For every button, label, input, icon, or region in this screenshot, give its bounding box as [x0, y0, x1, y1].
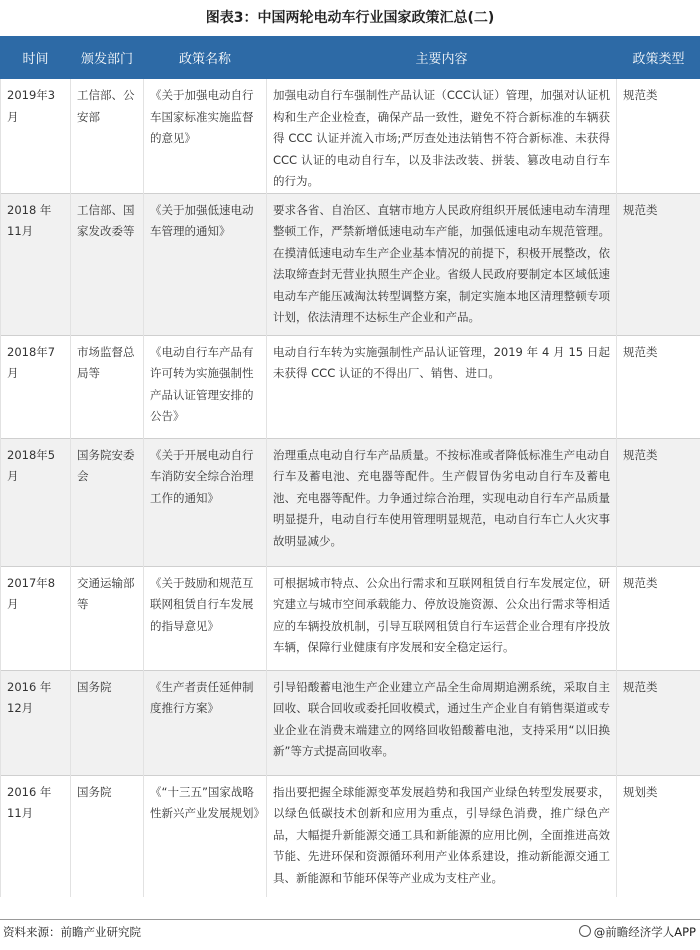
table-row — [1, 775, 700, 897]
table-row — [1, 438, 700, 566]
cell-policy-type: 规范类 — [617, 438, 700, 566]
cell-time: 2017年8月 — [1, 566, 71, 670]
table-row — [1, 193, 700, 335]
cell-content: 引导铅酸蓄电池生产企业建立产品全生命周期追溯系统，采取自主回收、联合回收或委托回收模式，通过生产企业自有销售渠道或专业企业在消费末端建立的网络回收铅酸蓄电池，支持采用“以旧换新”等方式提高回收率。 — [267, 670, 617, 775]
cell-policy-name: 《关于开展电动自行车消防安全综合治理工作的通知》 — [144, 438, 267, 566]
cell-policy-name: 《关于加强电动自行车国家标准实施监督的意见》 — [144, 79, 267, 194]
cell-policy-type: 规范类 — [617, 670, 700, 775]
policy-table — [0, 36, 700, 897]
cell-time: 2018年5月 — [1, 438, 71, 566]
cell-policy-type: 规范类 — [617, 193, 700, 335]
cell-department: 国务院 — [71, 775, 144, 897]
cell-department: 国务院 — [71, 670, 144, 775]
cell-department: 交通运输部等 — [71, 566, 144, 670]
cell-policy-name: 《电动自行车产品有许可转为实施强制性产品认证管理安排的公告》 — [144, 335, 267, 438]
brand-credit — [579, 921, 696, 943]
cell-policy-type: 规范类 — [617, 566, 700, 670]
cell-department: 国务院安委会 — [71, 438, 144, 566]
cell-policy-type: 规范类 — [617, 79, 700, 194]
header-policy-name: 政策名称 — [144, 37, 267, 79]
header-policy-type: 政策类型 — [617, 37, 700, 79]
table-row — [1, 566, 700, 670]
cell-time: 2018 年 11月 — [1, 193, 71, 335]
cell-content: 指出要把握全球能源变革发展趋势和我国产业绿色转型发展要求，以绿色低碳技术创新和应用为重点，引导绿色消费，推广绿色产品，大幅提升新能源交通工具和新能源的应用比例，全面推进高效节能、先进环保和资源循环利用产业体系建设，推动新能源交通工具、新能源和节能环保等产业成为支柱产业。 — [267, 775, 617, 897]
chart-title: 图表3：中国两轮电动车行业国家政策汇总(二) — [205, 10, 495, 26]
brand-credit-text: @前瞻经济学人APP — [593, 925, 696, 939]
header-department: 颁发部门 — [71, 37, 144, 79]
cell-content: 治理重点电动自行车产品质量。不按标准或者降低标准生产电动自行车及蓄电池、充电器等配件。生产假冒伪劣电动自行车及蓄电池、充电器等配件。力争通过综合治理，实现电动自行车产品质量明显提升，电动自行车使用管理明显规范，电动自行车亡人火灾事故明显减少。 — [267, 438, 617, 566]
header-time: 时间 — [1, 37, 71, 79]
table-row — [1, 670, 700, 775]
table-row — [1, 79, 700, 194]
cell-department: 市场监督总局等 — [71, 335, 144, 438]
cell-content: 电动自行车转为实施强制性产品认证管理，2019 年 4 月 15 日起未获得 CCC 认证的不得出厂、销售、进口。 — [267, 335, 617, 438]
cell-policy-name: 《“十三五”国家战略性新兴产业发展规划》 — [144, 775, 267, 897]
cell-time: 2018年7月 — [1, 335, 71, 438]
table-row — [1, 335, 700, 438]
cell-policy-name: 《关于鼓励和规范互联网租赁自行车发展的指导意见》 — [144, 566, 267, 670]
cell-content: 要求各省、自治区、直辖市地方人民政府组织开展低速电动车清理整顿工作，严禁新增低速电动车产能，加强低速电动车规范管理。在摸清低速电动车生产企业基本情况的前提下，积极开展整改，依法取缔查封无营业执照生产企业。省级人民政府要制定本区域低速电动车产能压减淘汰转型调整方案，制定实施本地区清理整顿专项计划，依法清理不达标生产企业和产品。 — [267, 193, 617, 335]
cell-department: 工信部、国家发改委等 — [71, 193, 144, 335]
cell-time: 2016 年 12月 — [1, 670, 71, 775]
cell-policy-type: 规范类 — [617, 335, 700, 438]
header-content: 主要内容 — [267, 37, 617, 79]
footer-divider — [0, 919, 700, 920]
table-header-row — [1, 37, 700, 79]
cell-content: 加强电动自行车强制性产品认证（CCC认证）管理，加强对认证机构和生产企业检查，确保产品一致性，避免不符合新标准的车辆获得 CCC 认证并流入市场;严厉查处违法销售不符合新标准、未获得 CCC 认证的电动自行车，以及非法改装、拼装、篡改电动自行车的行为。 — [267, 79, 617, 194]
cell-time: 2016 年 11月 — [1, 775, 71, 897]
cell-time: 2019年3月 — [1, 79, 71, 194]
cell-policy-name: 《关于加强低速电动车管理的通知》 — [144, 193, 267, 335]
source-note: 资料来源：前瞻产业研究院 — [3, 925, 141, 939]
cell-department: 工信部、公安部 — [71, 79, 144, 194]
cell-policy-name: 《生产者责任延伸制度推行方案》 — [144, 670, 267, 775]
cell-policy-type: 规划类 — [617, 775, 700, 897]
brand-logo-icon — [579, 925, 591, 937]
cell-content: 可根据城市特点、公众出行需求和互联网租赁自行车发展定位，研究建立与城市空间承载能力、停放设施资源、公众出行需求等相适应的车辆投放机制，引导互联网租赁自行车运营企业合理有序投放车辆，保障行业健康有序发展和安全稳定运行。 — [267, 566, 617, 670]
